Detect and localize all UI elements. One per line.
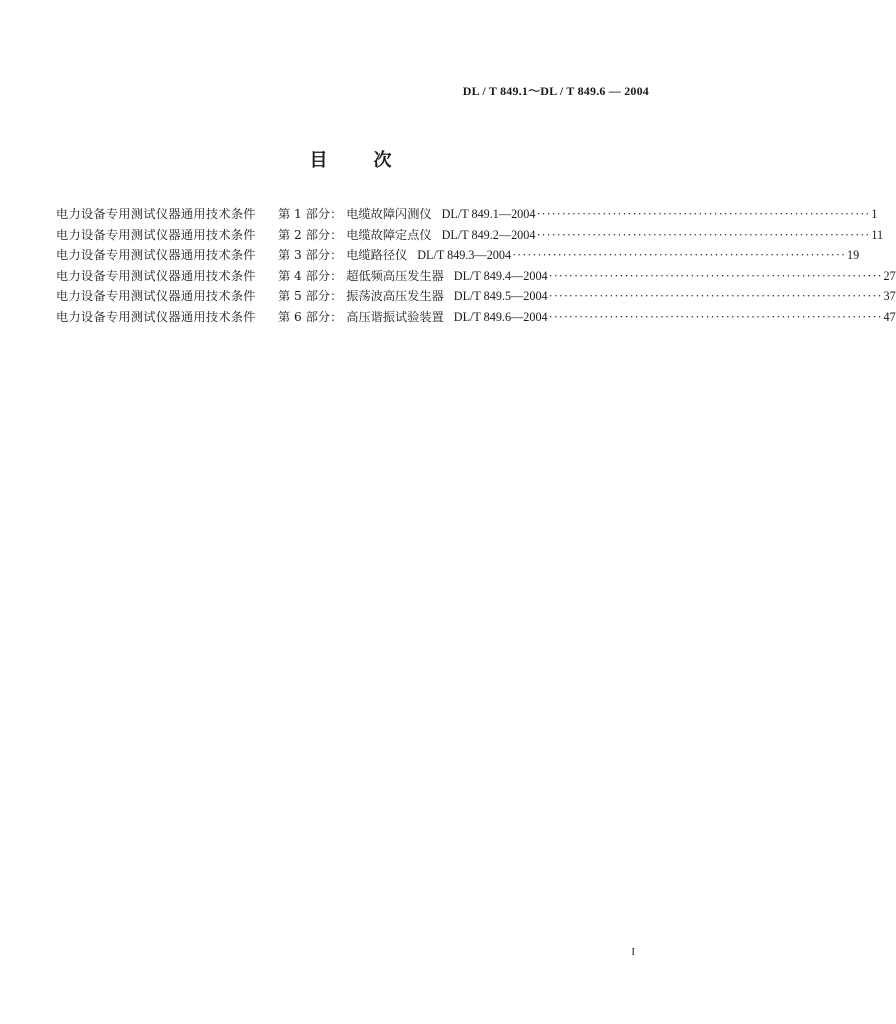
toc-heading-left: 目 [309,150,328,171]
toc-entry-series: 电力设备专用测试仪器通用技术条件 [56,207,256,221]
toc-entry-leader: ·································································· [548,289,883,303]
toc-entry-part: 第 5 部分： [278,289,343,303]
toc-entry-leader: ·································································· [536,227,871,242]
toc-entry-page: 37 [883,289,896,303]
toc-entry-code: DL/T 849.6—2004 [453,309,548,324]
toc-entry-page: 27 [883,268,896,283]
toc-entry-3[interactable] [56,246,860,267]
toc-entry-series: 电力设备专用测试仪器通用技术条件 [56,248,256,262]
toc-entry-leader: ·································································· [512,248,846,262]
toc-entry-title: 振荡波高压发生器 [346,289,444,303]
toc-entry-title: 超低频高压发生器 [346,268,444,283]
toc-entry-5[interactable] [56,287,896,308]
toc-entry-part: 第 4 部分： [278,268,343,283]
toc-entry-title: 高压谐振试验装置 [346,309,444,324]
toc-entry-series: 电力设备专用测试仪器通用技术条件 [56,227,256,242]
standard-number-header: DL / T 849.1～DL / T 849.6 — 2004 [462,84,649,98]
toc-entry-code: DL/T 849.2—2004 [441,227,536,242]
toc-entry-part: 第 6 部分： [278,309,343,324]
toc-entry-code: DL/T 849.4—2004 [453,268,548,283]
toc-entry-title: 电缆路径仪 [346,248,408,262]
toc-entry-series: 电力设备专用测试仪器通用技术条件 [56,289,256,303]
page-number: I [631,946,635,958]
toc-entry-title: 电缆故障定点仪 [346,227,432,242]
table-of-contents [56,205,896,328]
toc-entry-leader: ·································································· [548,268,883,283]
toc-heading [0,146,701,172]
toc-entry-part: 第 3 部分： [278,248,343,262]
toc-entry-1[interactable] [56,205,878,226]
toc-entry-page: 1 [871,207,878,221]
toc-entry-leader: ·································································· [548,309,883,324]
toc-entry-code: DL/T 849.1—2004 [441,207,536,221]
toc-entry-page: 11 [871,227,884,242]
toc-entry-code: DL/T 849.5—2004 [453,289,548,303]
toc-entry-title: 电缆故障闪测仪 [346,207,432,221]
toc-entry-series: 电力设备专用测试仪器通用技术条件 [56,309,256,324]
toc-entry-leader: ·································································· [536,207,871,221]
toc-entry-page: 19 [846,248,860,262]
toc-entry-4[interactable] [56,267,896,288]
toc-heading-right: 次 [373,150,392,171]
toc-entry-part: 第 2 部分： [278,227,343,242]
toc-entry-part: 第 1 部分： [278,207,343,221]
toc-entry-2[interactable] [56,226,884,247]
toc-entry-series: 电力设备专用测试仪器通用技术条件 [56,268,256,283]
toc-entry-code: DL/T 849.3—2004 [417,248,512,262]
toc-entry-6[interactable] [56,308,896,329]
toc-entry-page: 47 [883,309,896,324]
